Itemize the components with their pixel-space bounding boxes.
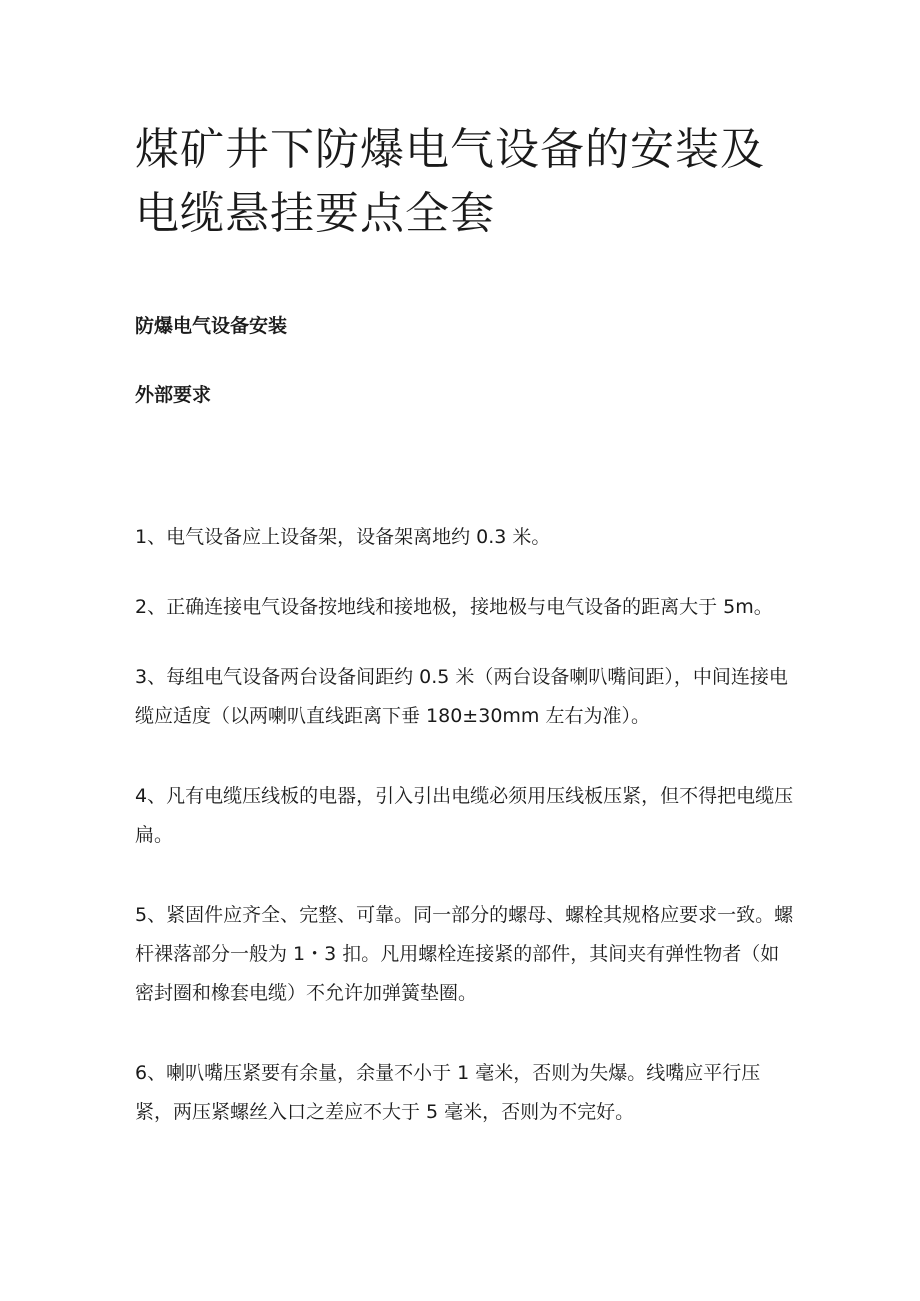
paragraph-6: 6、喇叭嘴压紧要有余量，余量不小于 1 毫米，否则为失爆。线嘴应平行压紧，两压紧螺丝入口之差应不大于 5 毫米，否则为不完好。 [135,1062,761,1123]
paragraph-5: 5、紧固件应齐全、完整、可靠。同一部分的螺母、螺栓其规格应要求一致。螺杆裸落部分一般为 1・3 扣。凡用螺栓连接紧的部件，其间夹有弹性物者（如密封圈和橡套电缆）不允许加弹簧垫圈。 [135,904,794,1004]
section-heading: 防爆电气设备安装 [135,315,288,337]
paragraph-2: 2、正确连接电气设备按地线和接地极，接地极与电气设备的距离大于 5m。 [135,596,773,618]
paragraph-3: 3、每组电气设备两台设备间距约 0.5 米（两台设备喇叭嘴间距），中间连接电缆应适度（以两喇叭直线距离下垂 180±30mm 左右为准）。 [135,666,788,727]
paragraph-4: 4、凡有电缆压线板的电器，引入引出电缆必须用压线板压紧，但不得把电缆压扁。 [135,785,794,846]
document-title: 煤矿井下防爆电气设备的安装及电缆悬挂要点全套 [135,124,765,239]
paragraph-1: 1、电气设备应上设备架，设备架离地约 0.3 米。 [135,526,551,548]
subsection-heading: 外部要求 [135,384,212,406]
